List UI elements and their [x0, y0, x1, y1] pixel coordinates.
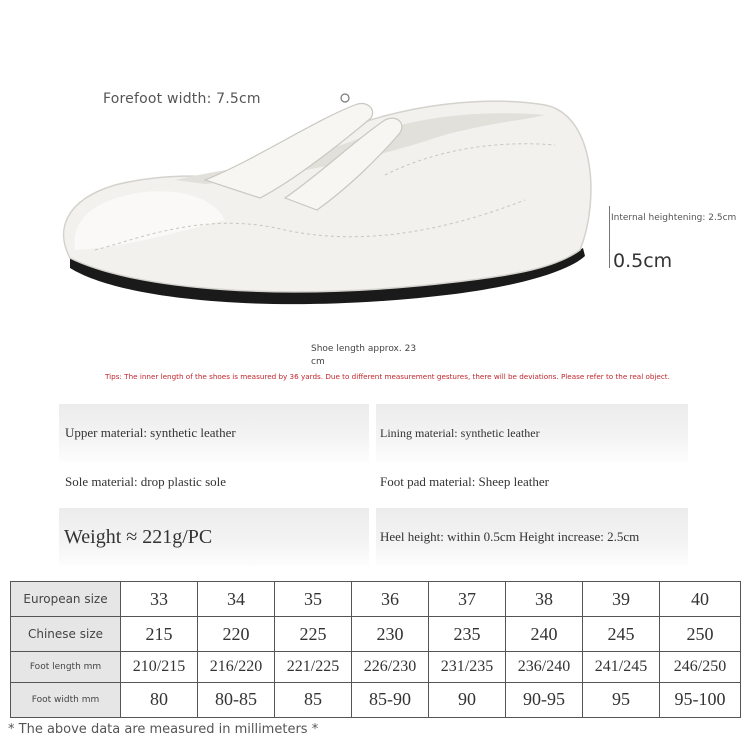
table-cell: 240 [506, 617, 583, 652]
forefoot-width-label: Forefoot width: 7.5cm [103, 91, 261, 107]
table-cell: 37 [429, 582, 506, 617]
table-cell: 235 [429, 617, 506, 652]
table-cell: 241/245 [583, 652, 660, 682]
weight-info: Weight ≈ 221g/PC [59, 508, 369, 566]
table-cell: 90 [429, 682, 506, 717]
shoe-length-label: Shoe length approx. 23 cm [311, 344, 417, 367]
table-cell: 210/215 [121, 652, 198, 682]
table-cell: 246/250 [660, 652, 741, 682]
size-chart-table [10, 581, 741, 718]
measurement-tips: Tips: The inner length of the shoes is measured by 36 yards. Due to different measurement gestures, there will be deviations. Please refer to the real object. [105, 372, 670, 381]
upper-material: Upper material: synthetic leather [59, 404, 369, 462]
table-cell: 90-95 [506, 682, 583, 717]
internal-heightening-label: Internal heightening: 2.5cm [611, 213, 737, 223]
table-cell: 215 [121, 617, 198, 652]
table-cell: 226/230 [352, 652, 429, 682]
table-cell: 236/240 [506, 652, 583, 682]
shoe-photo [55, 80, 595, 320]
table-cell: 35 [275, 582, 352, 617]
table-cell: 95 [583, 682, 660, 717]
table-cell: 80 [121, 682, 198, 717]
table-cell: 221/225 [275, 652, 352, 682]
table-cell: 40 [660, 582, 741, 617]
table-cell: 245 [583, 617, 660, 652]
table-cell: 80-85 [198, 682, 275, 717]
table-row-foot-length [11, 652, 741, 682]
row-header-chinese-size: Chinese size [11, 617, 121, 652]
table-cell: 39 [583, 582, 660, 617]
table-cell: 250 [660, 617, 741, 652]
sole-material: Sole material: drop plastic sole [65, 474, 227, 489]
table-row-european-size [11, 582, 741, 617]
table-cell: 216/220 [198, 652, 275, 682]
table-cell: 95-100 [660, 682, 741, 717]
table-row-chinese-size [11, 617, 741, 652]
row-header-european-size: European size [11, 582, 121, 617]
table-row-foot-width [11, 682, 741, 717]
table-cell: 230 [352, 617, 429, 652]
heel-height-info: Heel height: within 0.5cm Height increase: 2.5cm [376, 508, 688, 566]
table-cell: 33 [121, 582, 198, 617]
row-header-foot-length: Foot length mm [11, 652, 121, 682]
table-cell: 225 [275, 617, 352, 652]
table-cell: 34 [198, 582, 275, 617]
table-cell: 85-90 [352, 682, 429, 717]
heel-height-value: 0.5cm [613, 250, 673, 272]
table-cell: 38 [506, 582, 583, 617]
table-cell: 36 [352, 582, 429, 617]
table-cell: 231/235 [429, 652, 506, 682]
height-dimension-line [609, 206, 610, 268]
foot-pad-material: Foot pad material: Sheep leather [380, 474, 549, 489]
row-header-foot-width: Foot width mm [11, 682, 121, 717]
table-cell: 220 [198, 617, 275, 652]
table-cell: 85 [275, 682, 352, 717]
footnote: * The above data are measured in millimeters * [8, 722, 319, 737]
lining-material: Lining material: synthetic leather [376, 404, 688, 462]
